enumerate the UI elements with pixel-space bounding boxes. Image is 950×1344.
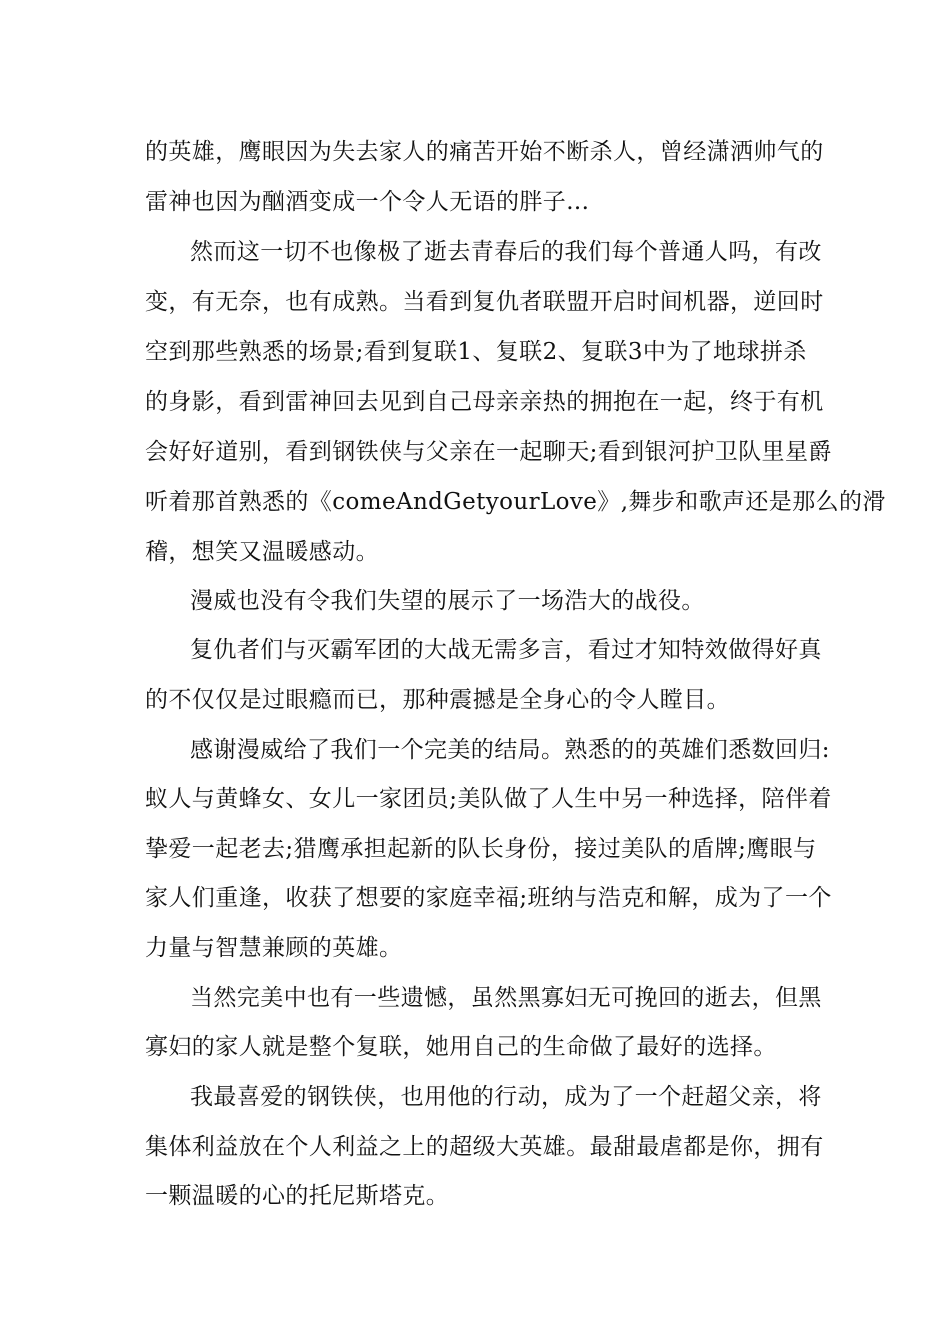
text-line: 的身影，看到雷神回去见到自己母亲亲热的拥抱在一起，终于有机 bbox=[145, 389, 824, 415]
text-line: 雷神也因为酗酒变成一个令人无语的胖子... bbox=[145, 189, 590, 215]
text-line: 的不仅仅是过眼瘾而已，那种震撼是全身心的令人瞠目。 bbox=[145, 687, 730, 713]
text-line: 空到那些熟悉的场景;看到复联1、复联2、复联3中为了地球拼杀 bbox=[145, 339, 807, 365]
text-line: 寡妇的家人就是整个复联，她用自己的生命做了最好的选择。 bbox=[145, 1034, 777, 1060]
text-line: 蚁人与黄蜂女、女儿一家团员;美队做了人生中另一种选择，陪伴着 bbox=[145, 786, 832, 812]
text-line: 家人们重逢，收获了想要的家庭幸福;班纳与浩克和解，成为了一个 bbox=[145, 885, 832, 911]
text-line: 会好好道别，看到钢铁侠与父亲在一起聊天;看到银河护卫队里星爵 bbox=[145, 439, 832, 465]
paragraph-start-line: 然而这一切不也像极了逝去青春后的我们每个普通人吗，有改 bbox=[190, 239, 822, 265]
paragraph-start-line: 漫威也没有令我们失望的展示了一场浩大的战役。 bbox=[190, 588, 705, 614]
text-line: 一颗温暖的心的托尼斯塔克。 bbox=[145, 1183, 450, 1209]
paragraph-start-line: 感谢漫威给了我们一个完美的结局。熟悉的的英雄们悉数回归: bbox=[190, 737, 830, 763]
text-line: 稽，想笑又温暖感动。 bbox=[145, 539, 379, 565]
text-line: 听着那首熟悉的《comeAndGetyourLove》,舞步和歌声还是那么的滑 bbox=[145, 489, 886, 515]
text-line: 的英雄，鹰眼因为失去家人的痛苦开始不断杀人，曾经潇洒帅气的 bbox=[145, 139, 824, 165]
text-line: 变，有无奈，也有成熟。当看到复仇者联盟开启时间机器，逆回时 bbox=[145, 289, 824, 315]
paragraph-start-line: 当然完美中也有一些遗憾，虽然黑寡妇无可挽回的逝去，但黑 bbox=[190, 985, 822, 1011]
paragraph-start-line: 复仇者们与灭霸军团的大战无需多言，看过才知特效做得好真 bbox=[190, 637, 822, 663]
text-line: 力量与智慧兼顾的英雄。 bbox=[145, 935, 403, 961]
text-line: 集体利益放在个人利益之上的超级大英雄。最甜最虐都是你，拥有 bbox=[145, 1134, 824, 1160]
paragraph-start-line: 我最喜爱的钢铁侠，也用他的行动，成为了一个赶超父亲，将 bbox=[190, 1084, 822, 1110]
text-line: 挚爱一起老去;猎鹰承担起新的队长身份，接过美队的盾牌;鹰眼与 bbox=[145, 836, 817, 862]
